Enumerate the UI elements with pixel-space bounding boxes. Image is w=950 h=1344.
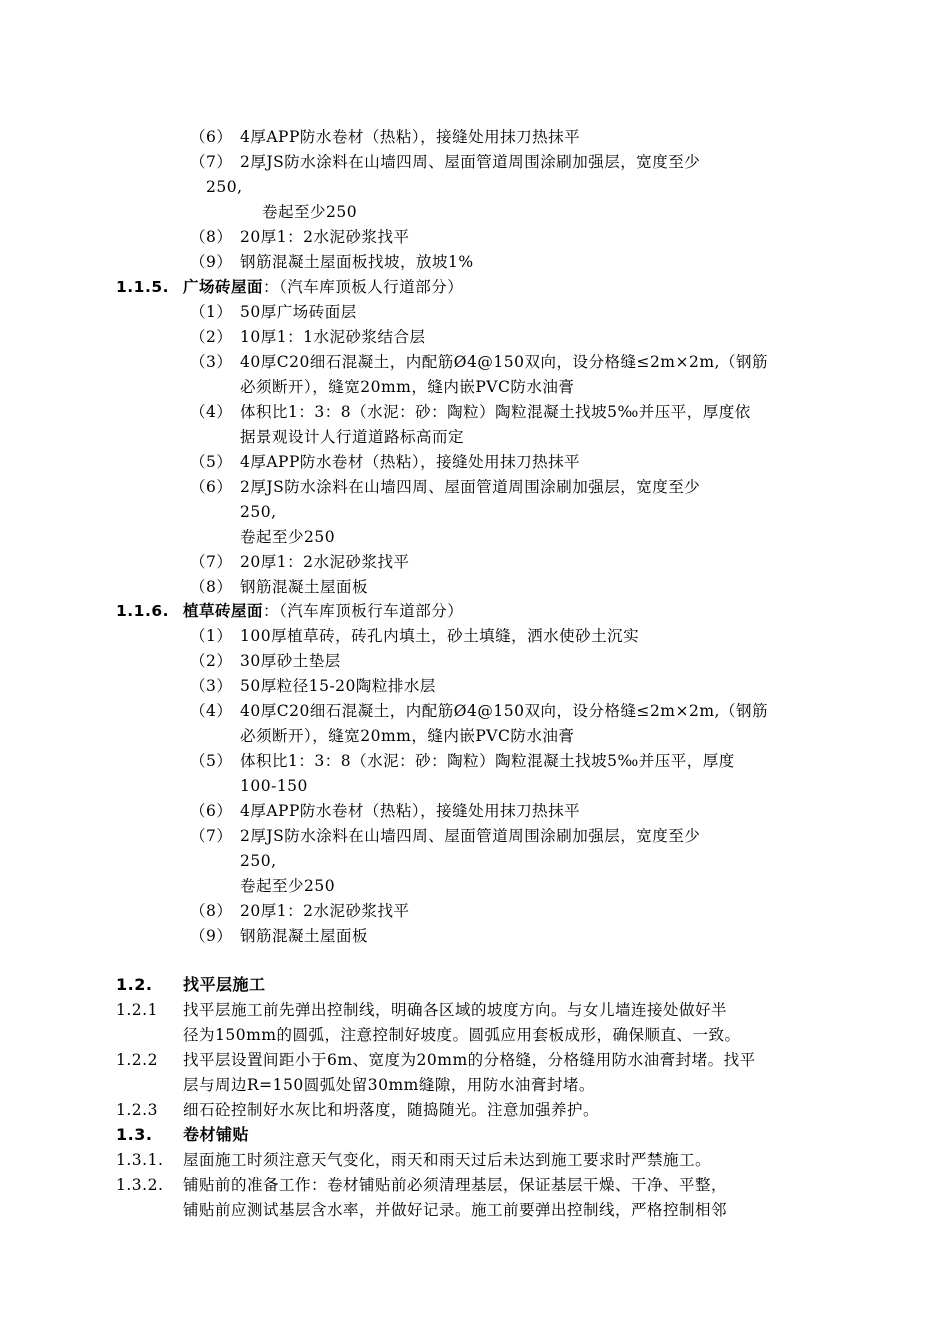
list-text: 40厚C20细石混凝土，内配筋Ø4@150双向，设分格缝≤2m×2m,（钢筋 bbox=[240, 353, 768, 371]
section-note: ：（汽车库顶板人行道部分） bbox=[263, 278, 464, 296]
list-text: 100-150 bbox=[240, 777, 308, 795]
list-number: （5） bbox=[190, 453, 233, 471]
clause-text: 找平层设置间距小于6m、宽度为20mm的分格缝，分格缝用防水油膏封堵。找平 bbox=[183, 1051, 756, 1069]
list-number: （2） bbox=[190, 652, 233, 670]
clause-text: 找平层施工前先弹出控制线，明确各区域的坡度方向。与女儿墙连接处做好半 bbox=[183, 1001, 728, 1019]
list-number: （1） bbox=[190, 303, 233, 321]
clause-text: 铺贴前应测试基层含水率，并做好记录。施工前要弹出控制线，严格控制相邻 bbox=[183, 1201, 728, 1219]
section-number: 1.1.6. bbox=[116, 602, 170, 620]
list-number: （4） bbox=[190, 702, 233, 720]
list-text: 据景观设计人行道道路标高而定 bbox=[240, 428, 465, 446]
list-text: 必须断开），缝宽20mm，缝内嵌PVC防水油膏 bbox=[240, 727, 575, 745]
list-text: 体积比1：3：8（水泥：砂：陶粒）陶粒混凝土找坡5‰并压平，厚度依 bbox=[240, 403, 751, 421]
section-heading bbox=[183, 601, 463, 621]
clause-text: 层与周边R=150圆弧处留30mm缝隙，用防水油膏封堵。 bbox=[183, 1076, 595, 1094]
list-number: （7） bbox=[190, 153, 233, 171]
list-number: （3） bbox=[190, 677, 233, 695]
list-number: （6） bbox=[190, 128, 233, 146]
list-text: 250, bbox=[240, 852, 277, 870]
list-number: （7） bbox=[190, 553, 233, 571]
list-text: 20厚1：2水泥砂浆找平 bbox=[240, 553, 410, 571]
list-number: （8） bbox=[190, 902, 233, 920]
clause-text: 细石砼控制好水灰比和坍落度，随捣随光。注意加强养护。 bbox=[183, 1101, 600, 1119]
clause-number: 1.2.1 bbox=[116, 1001, 158, 1019]
clause-number: 1.3.1. bbox=[116, 1151, 164, 1169]
clause-number: 1.2.3 bbox=[116, 1101, 158, 1119]
list-number: （1） bbox=[190, 627, 233, 645]
list-text: 4厚APP防水卷材（热粘），接缝处用抹刀热抹平 bbox=[240, 453, 581, 471]
list-text: 20厚1：2水泥砂浆找平 bbox=[240, 902, 410, 920]
list-text: 100厚植草砖，砖孔内填土，砂土填缝，洒水使砂土沉实 bbox=[240, 627, 640, 645]
list-number: （2） bbox=[190, 328, 233, 346]
list-number: （5） bbox=[190, 752, 233, 770]
list-text: 卷起至少250 bbox=[240, 877, 336, 895]
list-text: 2厚JS防水涂料在山墙四周、屋面管道周围涂刷加强层，宽度至少 bbox=[240, 827, 701, 845]
list-text: 钢筋混凝土屋面板找坡，放坡1% bbox=[240, 253, 474, 271]
section-title: 找平层施工 bbox=[183, 975, 266, 994]
clause-number: 1.2.2 bbox=[116, 1051, 158, 1069]
list-text: 20厚1：2水泥砂浆找平 bbox=[240, 228, 410, 246]
list-number: （8） bbox=[190, 228, 233, 246]
section-title: 广场砖屋面 bbox=[183, 278, 264, 296]
section-number: 1.2. bbox=[116, 975, 153, 994]
clause-text: 屋面施工时须注意天气变化，雨天和雨天过后未达到施工要求时严禁施工。 bbox=[183, 1151, 712, 1169]
list-text: 40厚C20细石混凝土，内配筋Ø4@150双向，设分格缝≤2m×2m,（钢筋 bbox=[240, 702, 768, 720]
list-text: 卷起至少250 bbox=[240, 528, 336, 546]
section-heading bbox=[183, 277, 463, 297]
list-text: 2厚JS防水涂料在山墙四周、屋面管道周围涂刷加强层，宽度至少 bbox=[240, 478, 701, 496]
list-text: 250, bbox=[206, 178, 243, 196]
list-text: 50厚粒径15-20陶粒排水层 bbox=[240, 677, 436, 695]
section-title: 植草砖屋面 bbox=[183, 602, 264, 620]
list-text: 30厚砂土垫层 bbox=[240, 652, 341, 670]
section-number: 1.3. bbox=[116, 1125, 153, 1144]
section-number: 1.1.5. bbox=[116, 278, 170, 296]
section-note: ：（汽车库顶板行车道部分） bbox=[263, 602, 464, 620]
list-number: （4） bbox=[190, 403, 233, 421]
list-text: 50厚广场砖面层 bbox=[240, 303, 357, 321]
section-title: 卷材铺贴 bbox=[183, 1125, 250, 1144]
list-number: （9） bbox=[190, 253, 233, 271]
list-number: （7） bbox=[190, 827, 233, 845]
list-text: 4厚APP防水卷材（热粘），接缝处用抹刀热抹平 bbox=[240, 128, 581, 146]
list-number: （9） bbox=[190, 927, 233, 945]
list-text: 2厚JS防水涂料在山墙四周、屋面管道周围涂刷加强层，宽度至少 bbox=[240, 153, 701, 171]
list-number: （8） bbox=[190, 578, 233, 596]
list-number: （6） bbox=[190, 802, 233, 820]
list-text: 钢筋混凝土屋面板 bbox=[240, 927, 369, 945]
list-text: 250, bbox=[240, 503, 277, 521]
list-text: 必须断开），缝宽20mm，缝内嵌PVC防水油膏 bbox=[240, 378, 575, 396]
clause-text: 径为150mm的圆弧，注意控制好坡度。圆弧应用套板成形，确保顺直、一致。 bbox=[183, 1026, 741, 1044]
list-text: 体积比1：3：8（水泥：砂：陶粒）陶粒混凝土找坡5‰并压平，厚度 bbox=[240, 752, 735, 770]
list-text: 钢筋混凝土屋面板 bbox=[240, 578, 369, 596]
list-number: （3） bbox=[190, 353, 233, 371]
list-text: 10厚1：1水泥砂浆结合层 bbox=[240, 328, 426, 346]
clause-number: 1.3.2. bbox=[116, 1176, 164, 1194]
list-text: 卷起至少250 bbox=[262, 203, 358, 221]
clause-text: 铺贴前的准备工作：卷材铺贴前必须清理基层，保证基层干燥、干净、平整， bbox=[183, 1176, 728, 1194]
list-number: （6） bbox=[190, 478, 233, 496]
list-text: 4厚APP防水卷材（热粘），接缝处用抹刀热抹平 bbox=[240, 802, 581, 820]
